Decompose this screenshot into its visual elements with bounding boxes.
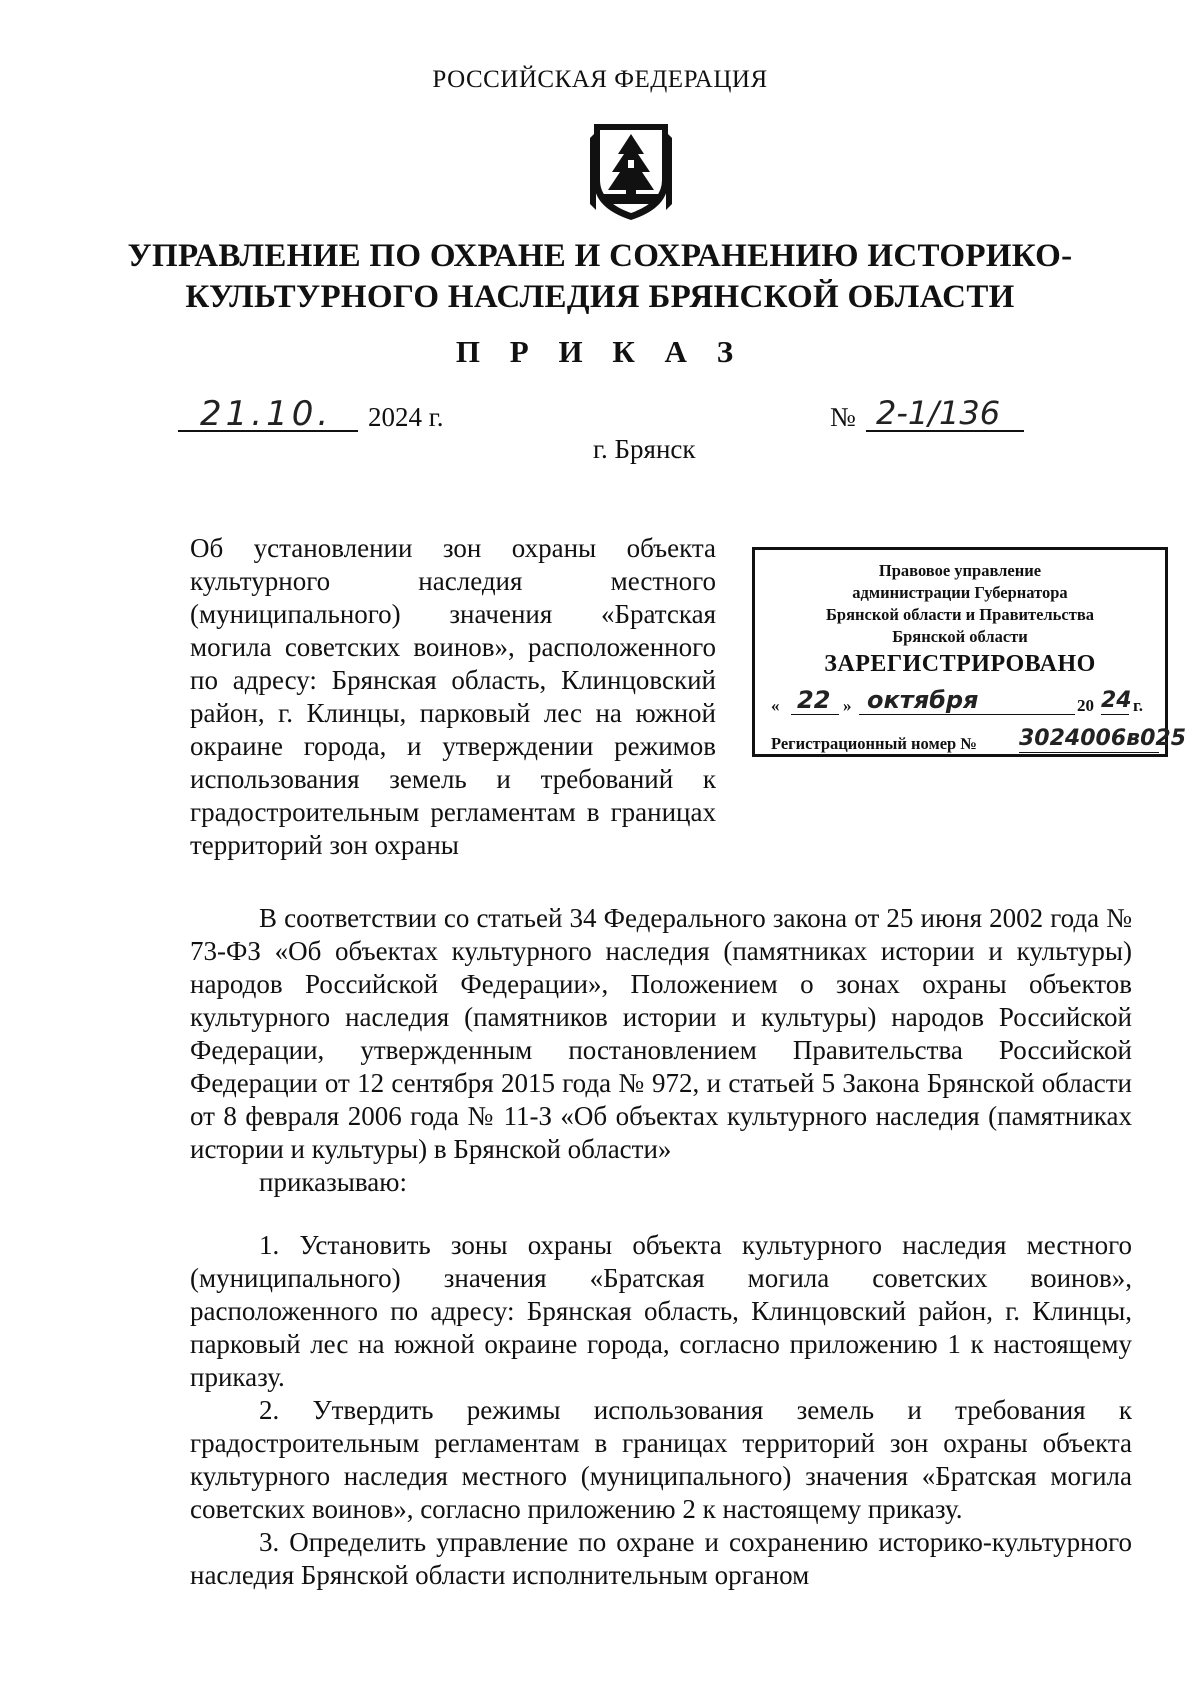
stamp-date bbox=[771, 688, 1153, 722]
stamp-line2: администрации Губернатора bbox=[852, 583, 1068, 602]
handwritten-number: 2-1/136 bbox=[876, 394, 1001, 432]
stamp-day-underline bbox=[791, 714, 839, 715]
stamp-header bbox=[755, 560, 1165, 648]
bryansk-coat-of-arms-icon bbox=[588, 120, 674, 224]
order-word: приказываю: bbox=[259, 1167, 407, 1197]
order-number bbox=[830, 396, 1030, 436]
number-underline bbox=[866, 430, 1024, 432]
stamp-month-underline bbox=[859, 714, 1075, 715]
stamp-line4: Брянской области bbox=[892, 627, 1028, 646]
order-item-3: 3. Определить управление по охране и сохранению историко-культурного наследия Брянской области исполнительным органом bbox=[190, 1527, 1132, 1590]
stamp-handwritten-day: 22 bbox=[797, 686, 831, 714]
stamp-reg-underline bbox=[1019, 752, 1159, 753]
stamp-handwritten-month: октября bbox=[867, 686, 979, 714]
date-year: 2024 г. bbox=[368, 402, 444, 432]
stamp-reg-label: Регистрационный номер № bbox=[771, 734, 977, 753]
order-body bbox=[190, 902, 1132, 1592]
order-date bbox=[178, 396, 498, 436]
stamp-year-underline bbox=[1101, 714, 1129, 715]
agency-title bbox=[0, 236, 1200, 318]
stamp-handwritten-reg-number: 3024006в025 bbox=[1019, 726, 1186, 751]
country-heading: РОССИЙСКАЯ ФЕДЕРАЦИЯ bbox=[432, 66, 768, 93]
number-sign: № bbox=[830, 402, 856, 432]
stamp-line3: Брянской области и Правительства bbox=[826, 605, 1094, 624]
agency-title-line2: КУЛЬТУРНОГО НАСЛЕДИЯ БРЯНСКОЙ ОБЛАСТИ bbox=[185, 279, 1015, 315]
stamp-registered: ЗАРЕГИСТРИРОВАНО bbox=[824, 651, 1096, 677]
preamble-paragraph: В соответствии со статьей 34 Федерального закона от 25 июня 2002 года № 73-ФЗ «Об объектах культурного наследия (памятниках истории и культуры) народов Российской Федерации», Положением о зонах охраны объектов культурного наследия (памятников истории и культуры) народов Российской Федерации, утвержденным постановлением Правительства Российской Федерации от 12 сентября 2015 года № 972, и статьей 5 Закона Брянской области от 8 февраля 2006 года № 11-З «Об объектах культурного наследия (памятниках истории и культуры) в Брянской области» bbox=[190, 903, 1132, 1164]
order-item-2: 2. Утвердить режимы использования земель и требования к градостроительным регламентам в границах территорий зон охраны объекта культурного наследия местного (муниципального) значения «Братская могила советских воинов», согласно приложению 2 к настоящему приказу. bbox=[190, 1395, 1132, 1524]
stamp-close-quote: » bbox=[843, 696, 852, 715]
stamp-handwritten-year: 24 bbox=[1101, 688, 1132, 713]
city: г. Брянск bbox=[593, 434, 696, 464]
handwritten-date: 21.10. bbox=[200, 394, 333, 434]
date-underline bbox=[178, 430, 358, 432]
stamp-reg-number bbox=[771, 726, 1186, 756]
document-type: П Р И К А З bbox=[455, 334, 745, 369]
stamp-year-prefix: 20 bbox=[1077, 696, 1094, 715]
order-subject: Об установлении зон охраны объекта культурного наследия местного (муниципального) значения «Братская могила советских воинов», расположенного по адресу: Брянская область, Клинцовский район, г. Клинцы, парковый лес на южной окраине города, и утверждении режимов использования земель и требований к градостроительным регламентам в границах территорий зон охраны bbox=[190, 533, 716, 860]
registration-stamp bbox=[752, 547, 1186, 757]
stamp-year-suffix: г. bbox=[1133, 696, 1144, 715]
agency-title-line1: УПРАВЛЕНИЕ ПО ОХРАНЕ И СОХРАНЕНИЮ ИСТОРИКО- bbox=[127, 238, 1073, 274]
stamp-line1: Правовое управление bbox=[878, 561, 1042, 580]
stamp-open-quote: « bbox=[771, 696, 780, 715]
order-item-1: 1. Установить зоны охраны объекта культурного наследия местного (муниципального) значения «Братская могила советских воинов», расположенного по адресу: Брянская область, Клинцовский район, г. Клинцы, парковый лес на южной окраине города, согласно приложению 1 к настоящему приказу. bbox=[190, 1230, 1132, 1392]
